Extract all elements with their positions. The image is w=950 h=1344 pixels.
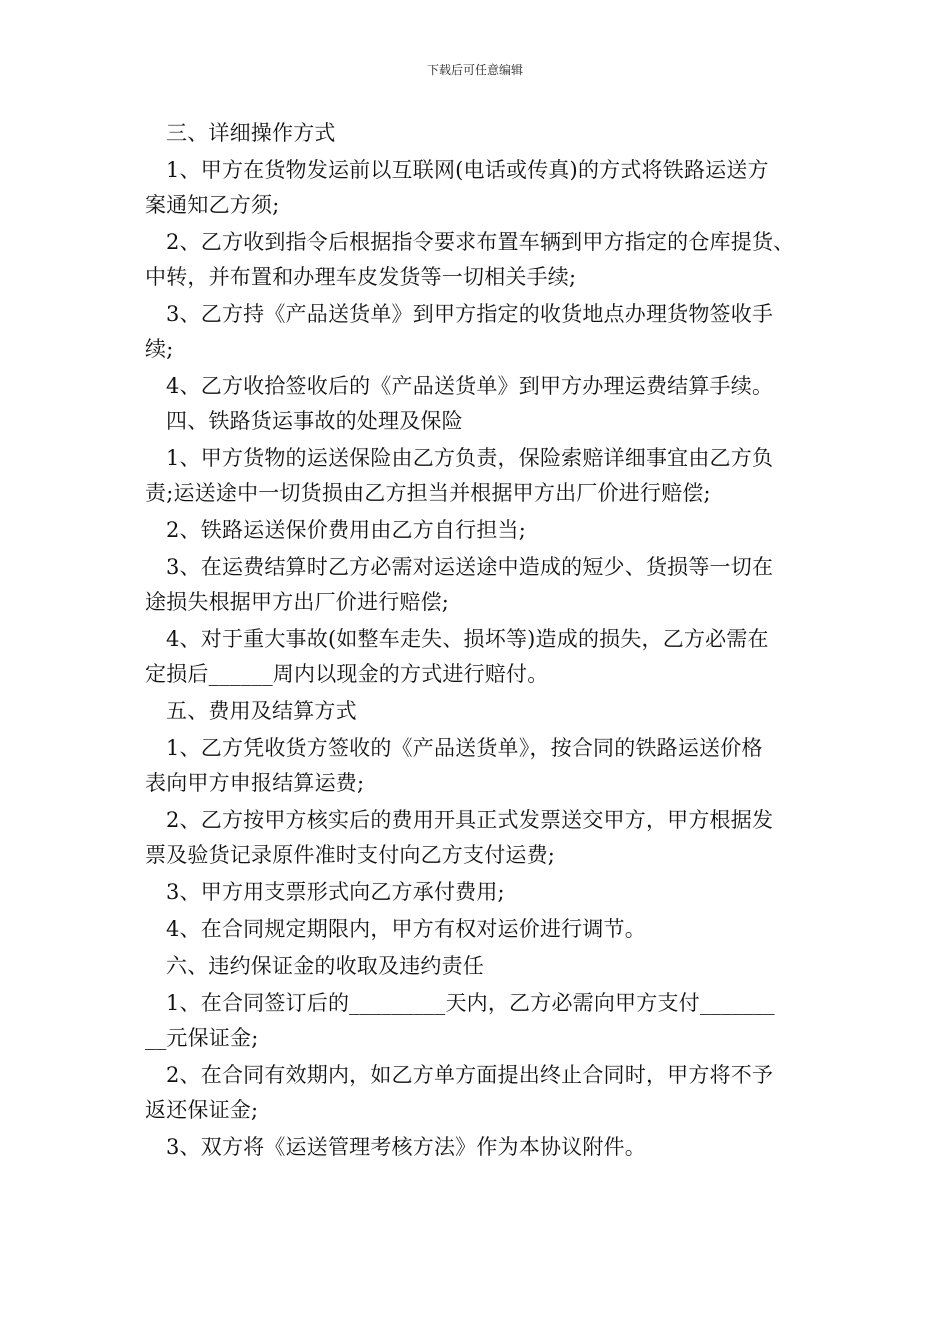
page-header-note: 下载后可任意编辑 — [426, 63, 523, 77]
document-line: 五、费用及结算方式 — [166, 699, 357, 723]
document-line: 定损后______周内以现金的方式进行赔付。 — [145, 662, 549, 686]
document-line: 六、违约保证金的收取及违约责任 — [166, 954, 484, 978]
document-line: 4、乙方收拾签收后的《产品送货单》到甲方办理运费结算手续。 — [166, 374, 774, 398]
document-line: 四、铁路货运事故的处理及保险 — [166, 409, 463, 433]
document-line: 续; — [145, 337, 174, 361]
document-line: 2、乙方收到指令后根据指令要求布置车辆到甲方指定的仓库提货、 — [166, 230, 795, 254]
document-line: 1、甲方货物的运送保险由乙方负责，保险索赔详细事宜由乙方负 — [166, 446, 774, 470]
document-line: __元保证金; — [145, 1026, 259, 1050]
document-line: 4、对于重大事故(如整车走失、损坏等)造成的损失，乙方必需在 — [166, 627, 769, 651]
document-line: 责;运送途中一切货损由乙方担当并根据甲方出厂价进行赔偿; — [145, 481, 711, 505]
document-line: 中转，并布置和办理车皮发货等一切相关手续; — [145, 265, 577, 289]
document-line: 2、在合同有效期内，如乙方单方面提出终止合同时，甲方将不予 — [166, 1063, 774, 1087]
document-line: 2、铁路运送保价费用由乙方自行担当; — [166, 518, 527, 542]
document-line: 4、在合同规定期限内，甲方有权对运价进行调节。 — [166, 917, 646, 941]
document-line: 3、乙方持《产品送货单》到甲方指定的收货地点办理货物签收手 — [166, 302, 774, 326]
document-line: 2、乙方按甲方核实后的费用开具正式发票送交甲方，甲方根据发 — [166, 808, 774, 832]
document-line: 1、乙方凭收货方签收的《产品送货单》，按合同的铁路运送价格 — [166, 736, 763, 760]
document-line: 3、甲方用支票形式向乙方承付费用; — [166, 880, 505, 904]
document-line: 1、在合同签订后的_________天内，乙方必需向甲方支付_______ — [166, 991, 775, 1015]
document-line: 票及验货记录原件准时支付向乙方支付运费; — [145, 843, 556, 867]
document-line: 途损失根据甲方出厂价进行赔偿; — [145, 590, 450, 614]
document-line: 三、详细操作方式 — [166, 121, 336, 145]
document-body — [145, 116, 825, 1165]
document-line: 1、甲方在货物发运前以互联网(电话或传真)的方式将铁路运送方 — [166, 158, 769, 182]
document-line: 返还保证金; — [145, 1098, 259, 1122]
document-line: 3、双方将《运送管理考核方法》作为本协议附件。 — [166, 1135, 646, 1159]
document-line: 3、在运费结算时乙方必需对运送途中造成的短少、货损等一切在 — [166, 555, 774, 579]
document-line: 表向甲方申报结算运费; — [145, 771, 365, 795]
document-line: 案通知乙方须; — [145, 193, 280, 217]
